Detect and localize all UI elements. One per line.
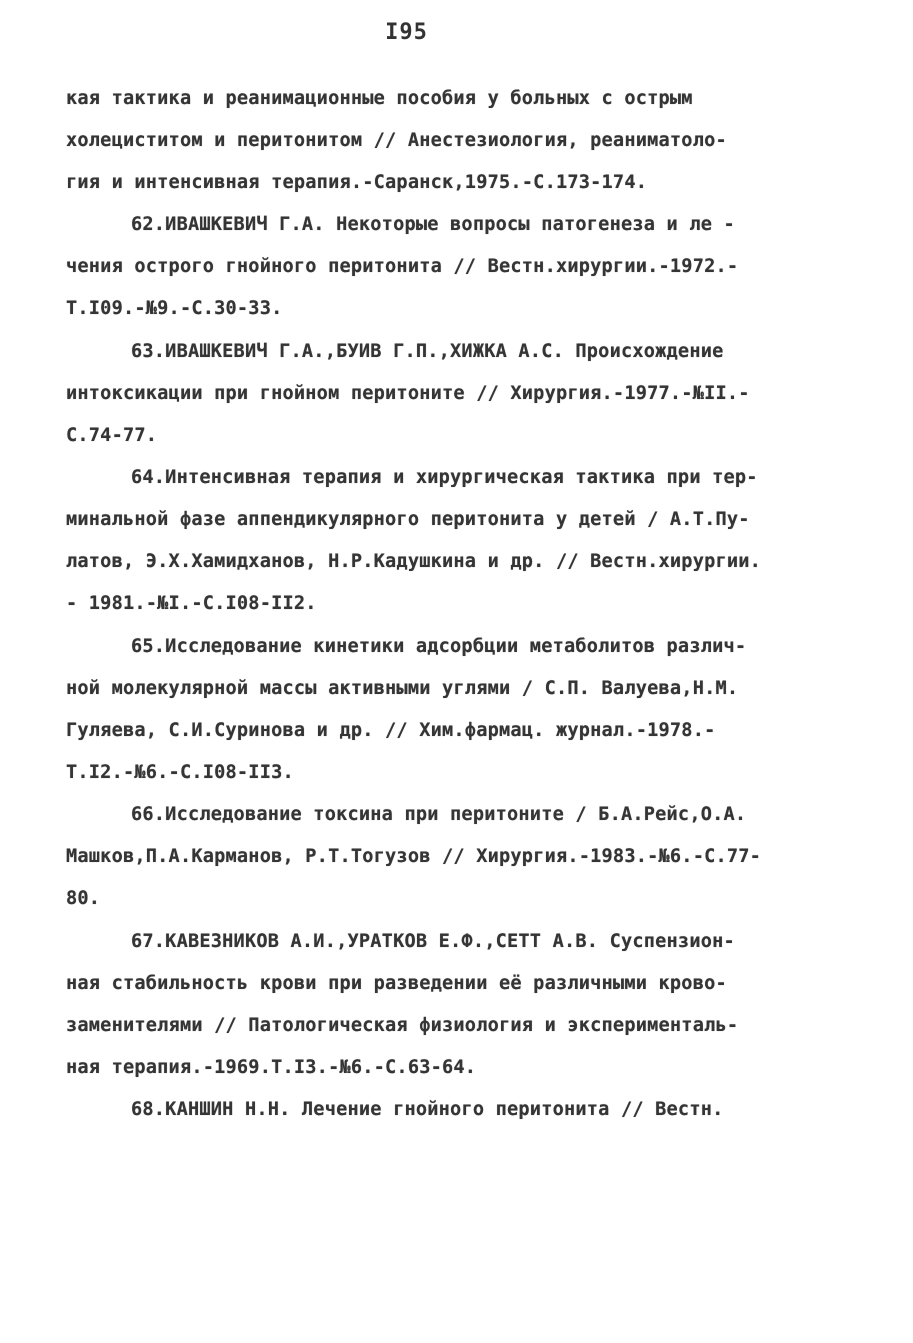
reference-67-start: 67.КАВЕЗНИКОВ А.И.,УРАТКОВ Е.Ф.,СЕТТ А.В. Суспензион- [131,931,735,952]
text-line: - 1981.-№I.-С.I08-II2. [66,593,317,614]
text-line: холециститом и перитонитом // Анестезиология, реаниматоло- [66,130,727,151]
text-line: ная терапия.-1969.Т.I3.-№6.-С.63-64. [66,1057,477,1078]
text-line: кая тактика и реанимационные пособия у больных с острым [66,88,693,109]
text-line: латов, Э.Х.Хамидханов, Н.Р.Кадушкина и др. // Вестн.хирургии. [66,551,762,572]
text-line: Машков,П.А.Карманов, Р.Т.Тогузов // Хирургия.-1983.-№6.-С.77- [66,846,762,867]
reference-64-start: 64.Интенсивная терапия и хирургическая тактика при тер- [131,467,758,488]
text-line: Т.I09.-№9.-С.30-33. [66,298,283,319]
reference-65-start: 65.Исследование кинетики адсорбции метаболитов различ- [131,636,747,657]
page-number: I95 [385,20,428,45]
reference-63-start: 63.ИВАШКЕВИЧ Г.А.,БУИВ Г.П.,ХИЖКА А.С. Происхождение [131,341,724,362]
text-line: ной молекулярной массы активными углями / С.П. Валуева,Н.М. [66,678,739,699]
text-line: гия и интенсивная терапия.-Саранск,1975.-С.173-174. [66,172,648,193]
text-line: заменителями // Патологическая физиология и эксперименталь- [66,1015,739,1036]
reference-62-start: 62.ИВАШКЕВИЧ Г.А. Некоторые вопросы патогенеза и ле - [131,214,735,235]
text-line: Т.I2.-№6.-С.I08-II3. [66,762,294,783]
text-line: чения острого гнойного перитонита // Вестн.хирургии.-1972.- [66,256,739,277]
reference-66-start: 66.Исследование токсина при перитоните / Б.А.Рейс,О.А. [131,804,747,825]
text-line: С.74-77. [66,425,158,446]
text-line: ная стабильность крови при разведении её различными кровo- [66,973,727,994]
text-line: Гуляева, С.И.Суринова и др. // Хим.фармац. журнал.-1978.- [66,720,716,741]
text-line: минальной фазе аппендикулярного перитонита у детей / А.Т.Пу- [66,509,750,530]
text-line: 80. [66,888,101,909]
reference-68-start: 68.КАНШИН Н.Н. Лечение гнойного перитонита // Вестн. [131,1099,724,1120]
text-line: интоксикации при гнойном перитоните // Хирургия.-1977.-№II.- [66,383,750,404]
